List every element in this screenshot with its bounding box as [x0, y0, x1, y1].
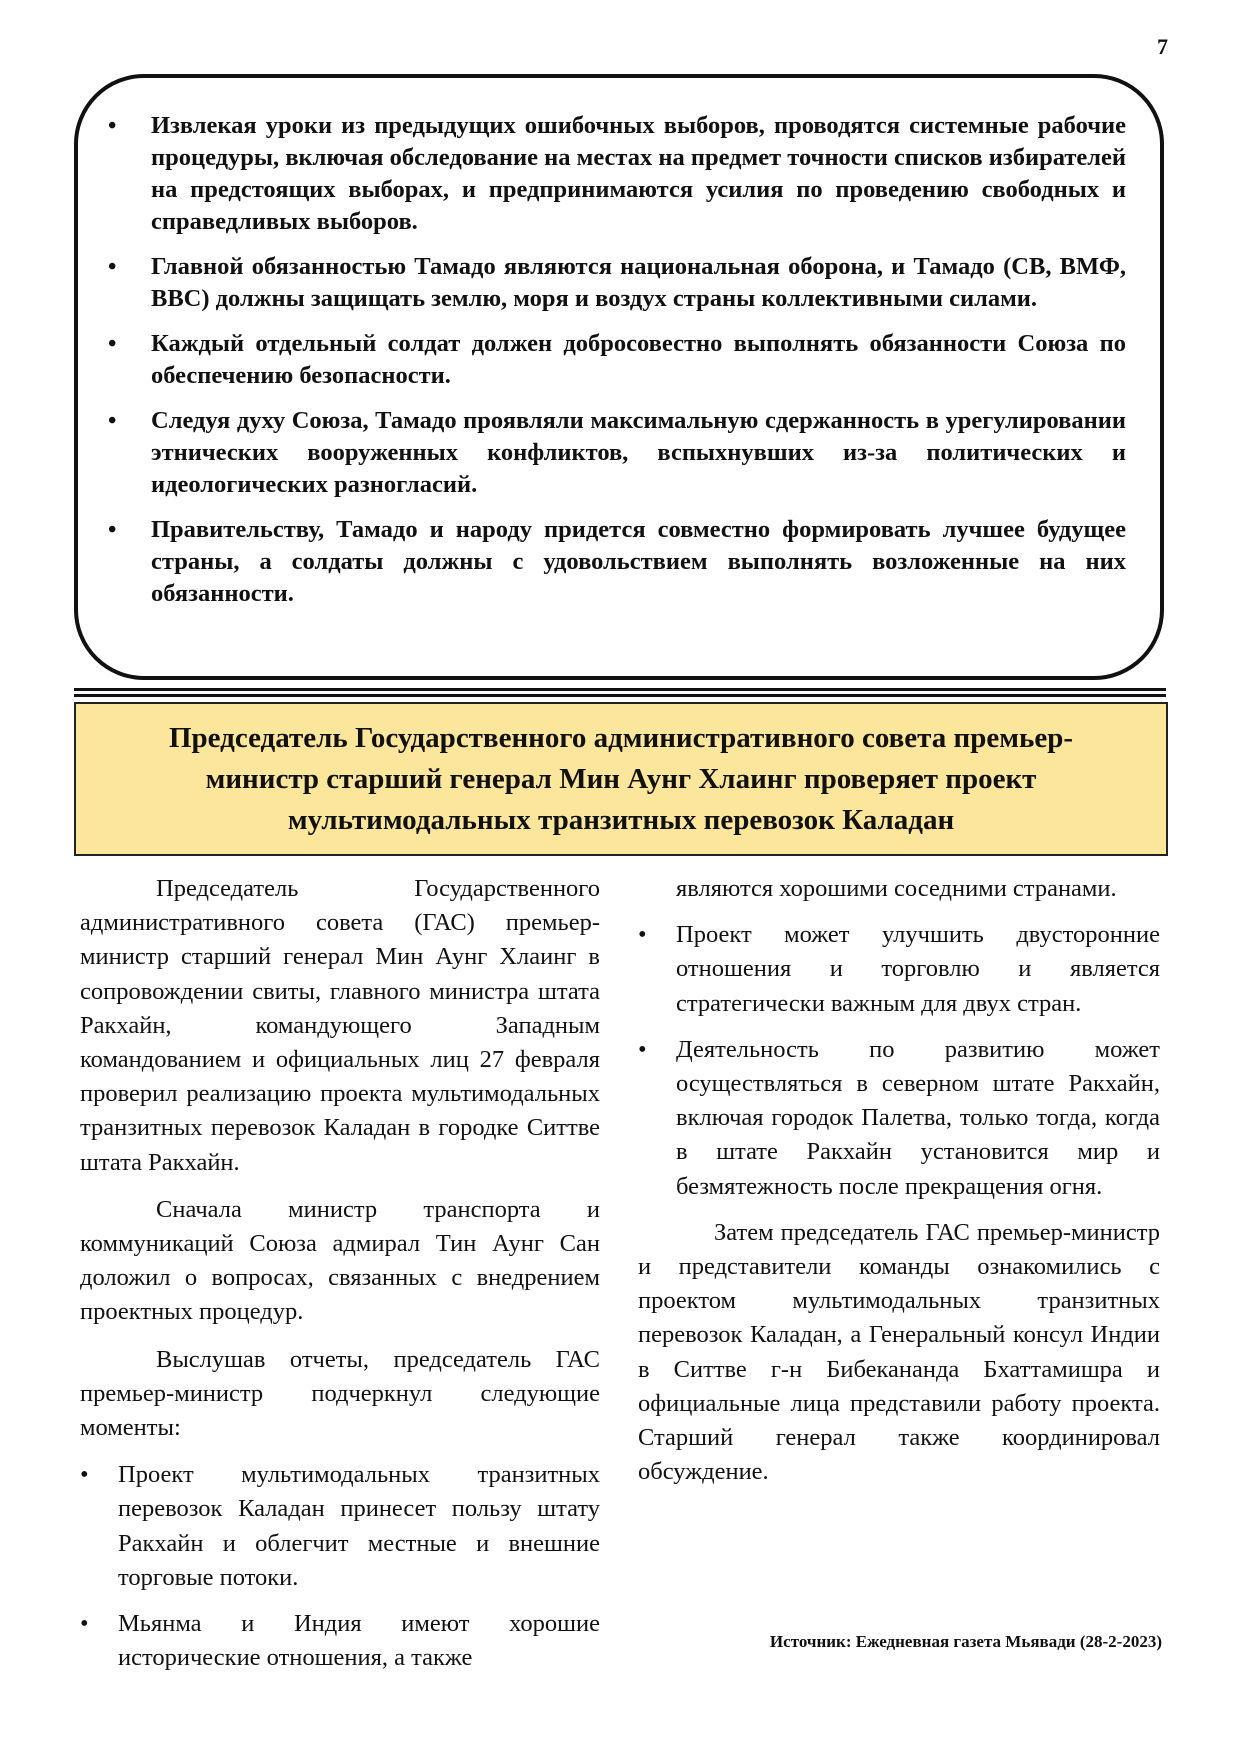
key-point-item: • Извлекая уроки из предыдущих ошибочных выборов, проводятся системные рабочие процедуры, включая обследование на местах на предмет точности списков избирателей на предстоящих выборах, и предпринимаются усилия по проведению свободных и справедливых выборов. [108, 110, 1126, 238]
emphasis-item: • Деятельность по развитию может осуществляться в северном штате Ракхайн, включая городок Палетва, только тогда, когда в штате Ракхайн установится мир и безмятежность после прекращения огня. [638, 1033, 1160, 1204]
bullet-continuation: являются хорошими соседними странами. [676, 875, 1117, 902]
section-divider-bottom [74, 694, 1166, 697]
article-paragraph: Сначала министр транспорта и коммуникаций Союза адмирал Тин Аунг Сан доложил о вопросах, связанных с внедрением проектных процедур. [80, 1195, 600, 1326]
article-right-column [638, 872, 1160, 1502]
article-paragraph: Председатель Государственного административного совета (ГАС) премьер-министр старший генерал Мин Аунг Хлаинг в сопровождении свиты, главного министра штата Ракхайн, командующего Западным командованием и официальных лиц 27 февраля проверил реализацию проекта мультимодальных транзитных перевозок Каладан в городке Ситтве штата Ракхайн. [80, 875, 600, 1176]
article-headline: Председатель Государственного административного совета премьер-министр старший генерал Мин Аунг Хлаинг проверяет проект мультимодальных транзитных перевозок Каладан [169, 721, 1073, 836]
page-number: 7 [1157, 34, 1168, 59]
headline-banner [74, 702, 1168, 856]
emphasis-item: • Проект может улучшить двусторонние отношения и торговлю и является стратегически важным для двух стран. [638, 918, 1160, 1021]
emphasis-item: • Проект мультимодальных транзитных перевозок Каладан принесет пользу штату Ракхайн и облегчит местные и внешние торговые потоки. [80, 1458, 600, 1595]
section-divider-top [74, 688, 1166, 691]
key-points-list [108, 110, 1126, 610]
emphasis-item: • Мьянма и Индия имеют хорошие исторические отношения, а также [80, 1607, 600, 1675]
article-paragraph: Выслушав отчеты, председатель ГАС премьер-министр подчеркнул следующие моменты: [80, 1345, 600, 1442]
key-points-box [74, 74, 1164, 680]
key-point-item: • Правительству, Тамадо и народу придется совместно формировать лучшее будущее страны, а солдаты должны с удовольствием выполнять возложенные на них обязанности. [108, 514, 1126, 610]
article-paragraph: Затем председатель ГАС премьер-министр и представители команды ознакомились с проектом мультимодальных транзитных перевозок Каладан, а Генеральный консул Индии в Ситтве г-н Бибекананда Бхаттамишра и официальные лица представили работу проекта. Старший генерал также координировал обсуждение. [638, 1218, 1160, 1486]
article-left-column [80, 872, 600, 1687]
emphasis-list-continued [638, 918, 1160, 1204]
key-point-item: • Главной обязанностью Тамадо являются национальная оборона, и Тамадо (СВ, ВМФ, ВВС) должны защищать землю, моря и воздух страны коллективными силами. [108, 251, 1126, 315]
key-point-item: • Каждый отдельный солдат должен добросовестно выполнять обязанности Союза по обеспечению безопасности. [108, 328, 1126, 392]
source-credit: Источник: Ежедневная газета Мьявади (28-2-2023) [769, 1632, 1162, 1651]
key-point-item: • Следуя духу Союза, Тамадо проявляли максимальную сдержанность в урегулировании этнических вооруженных конфликтов, вспыхнувших из-за политических и идеологических разногласий. [108, 405, 1126, 501]
emphasis-list [80, 1458, 600, 1675]
